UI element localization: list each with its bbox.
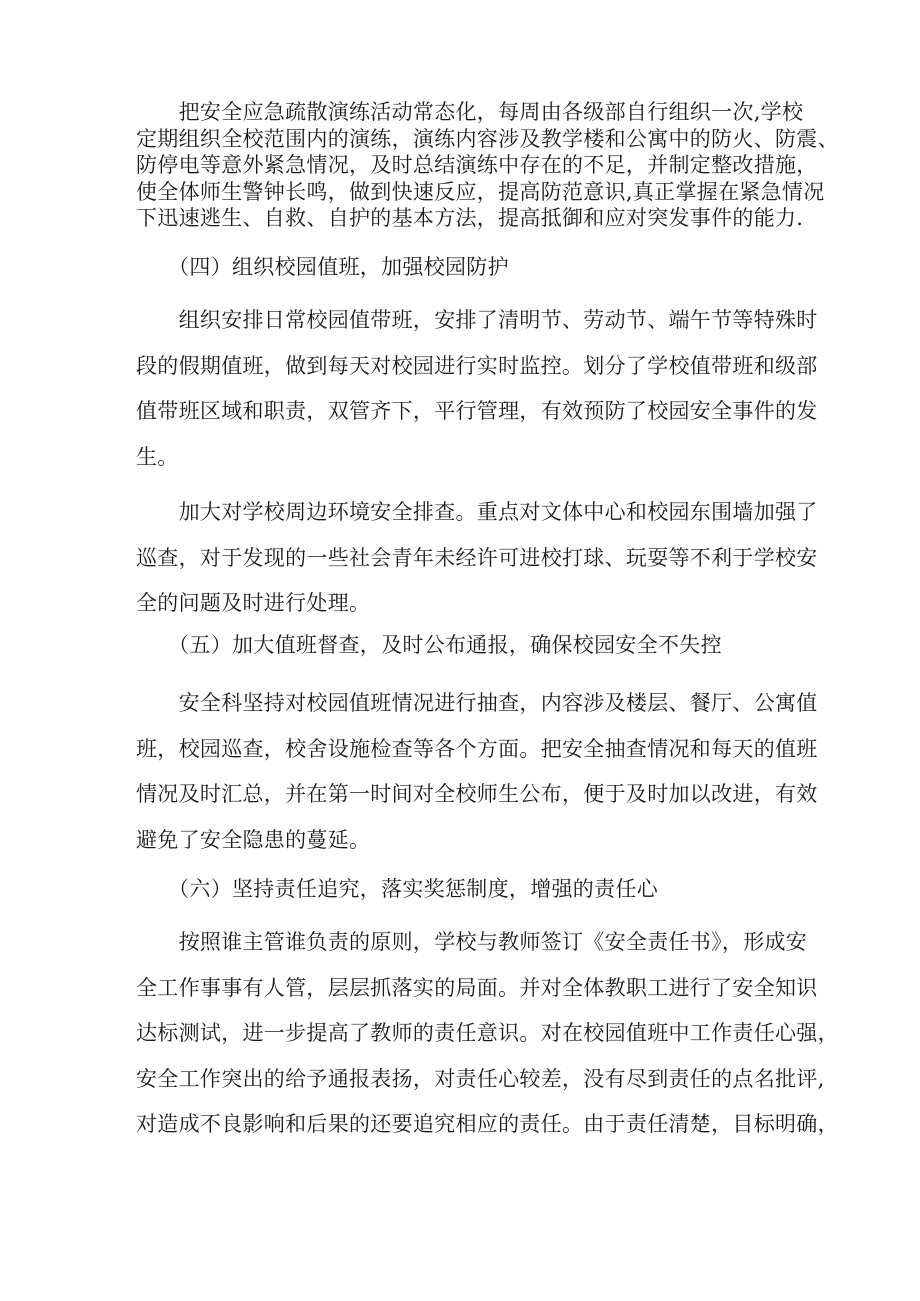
paragraph-duty-arrangement [136, 298, 818, 480]
text-line: 巡查，对于发现的一些社会青年未经许可进校打球、玩耍等不利于学校安 [136, 545, 818, 570]
section-heading-4 [136, 252, 796, 282]
text-line: 全工作事事有人管，层层抓落实的局面。并对全体教职工进行了安全知识 [136, 975, 818, 1000]
section-heading-5 [136, 630, 796, 660]
text-line: 全的问题及时进行处理。 [136, 591, 371, 615]
text-line: 对造成不良影响和后果的还要追究相应的责任。由于责任清楚，目标明确， [136, 1112, 839, 1136]
text-line: 段的假期值班，做到每天对校园进行实时监控。划分了学校值带班和级部 [136, 353, 818, 378]
text-line: 安全工作突出的给予通报表扬，对责任心较差，没有尽到责任的点名批评, [136, 1066, 825, 1091]
text-line: 把安全应急疏散演练活动常态化，每周由各级部自行组织一次,学校 [136, 100, 804, 124]
text-line: 加大对学校周边环境安全排查。重点对文体中心和校园东围墙加强了 [136, 500, 818, 524]
paragraph-surroundings [136, 490, 818, 627]
text-line: 下迅速逃生、自救、自护的基本方法，提高抵御和应对突发事件的能力. [136, 206, 804, 230]
text-line: 避免了安全隐患的蔓延。 [136, 827, 371, 852]
text-line: 定期组织全校范围内的演练，演练内容涉及教学楼和公寓中的防火、防震、 [136, 126, 839, 151]
paragraph-inspection [136, 681, 818, 863]
text-line: 情况及时汇总，并在第一时间对全校师生公布，便于及时加以改进，有效 [136, 782, 818, 806]
heading-text: （五）加大值班督查，及时公布通报，确保校园安全不失控 [136, 633, 722, 657]
heading-text: （六）坚持责任追究，落实奖惩制度，增强的责任心 [136, 877, 658, 901]
text-line: 组织安排日常校园值带班，安排了清明节、劳动节、端午节等特殊时 [136, 308, 818, 332]
text-line: 按照谁主管谁负责的原则，学校与教师签订《安全责任书》，形成安 [136, 930, 808, 954]
text-line: 生。 [136, 444, 179, 469]
text-line: 达标测试，进一步提高了教师的责任意识。对在校园值班中工作责任心强， [136, 1021, 839, 1045]
text-line: 值带班区域和职责，双管齐下，平行管理，有效预防了校园安全事件的发 [136, 399, 818, 423]
section-heading-6 [136, 874, 796, 904]
text-line: 班，校园巡查，校舍设施检查等各个方面。把安全抽查情况和每天的值班 [136, 736, 818, 761]
paragraph-responsibility [136, 920, 839, 1148]
text-line: 安全科坚持对校园值班情况进行抽查，内容涉及楼层、餐厅、公寓值 [136, 691, 818, 715]
paragraph-drill [136, 99, 839, 232]
heading-text: （四）组织校园值班，加强校园防护 [136, 255, 509, 279]
text-line: 使全体师生警钟长鸣，做到快速反应，提高防范意识,真正掌握在紧急情况 [136, 179, 825, 204]
text-line: 防停电等意外紧急情况，及时总结演练中存在的不足，并制定整改措施， [136, 153, 818, 177]
